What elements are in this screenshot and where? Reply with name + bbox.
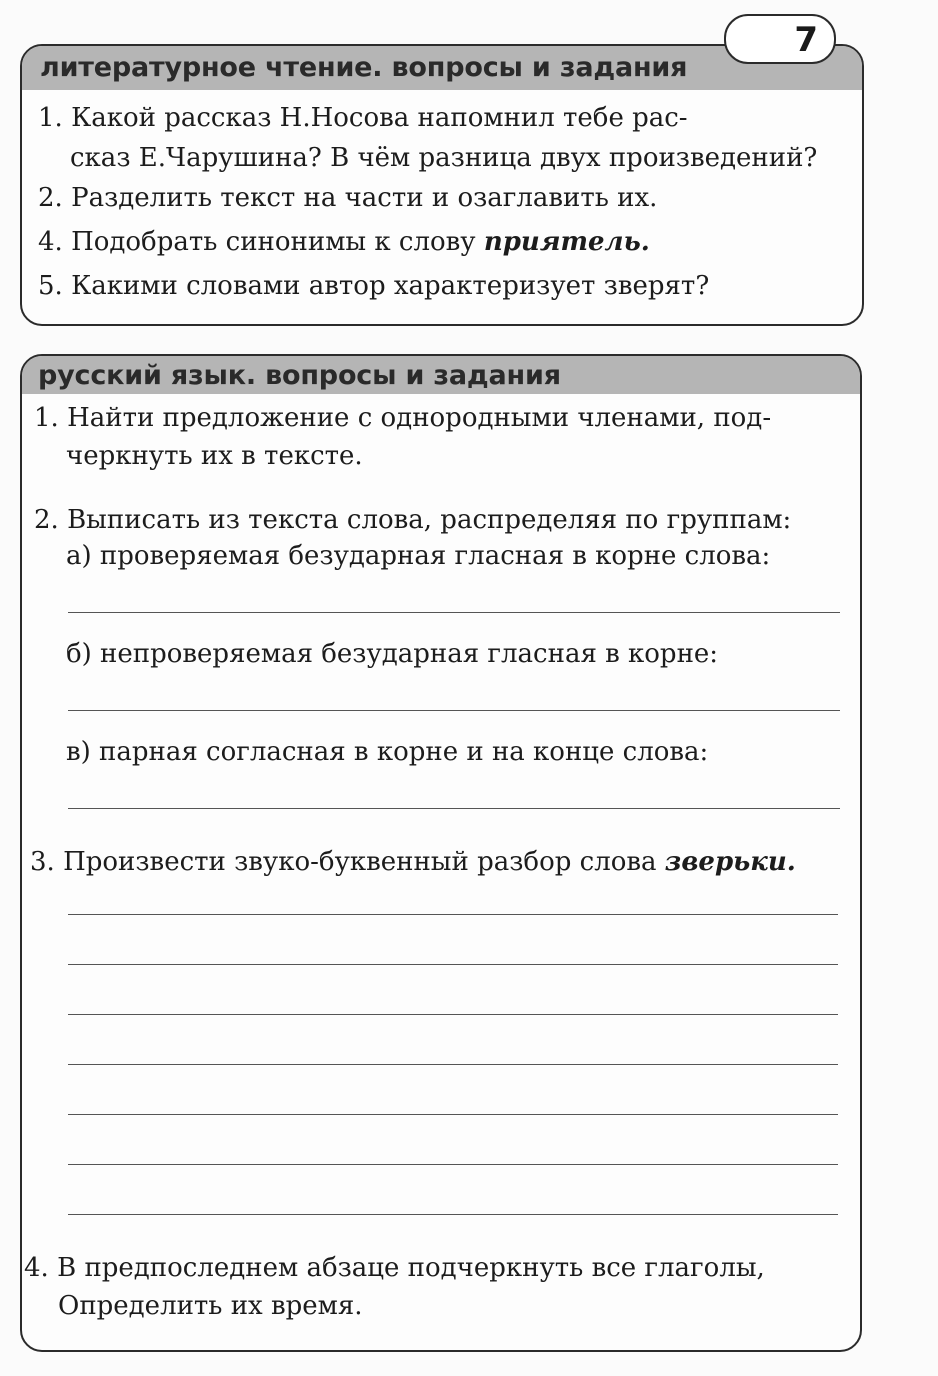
answer-line-b[interactable] — [68, 710, 840, 711]
answer-line-c[interactable] — [68, 808, 840, 809]
lit-task-2: 2. Разделить текст на части и озаглавить их. — [38, 183, 658, 213]
rus-task-1-line1: 1. Найти предложение с однородными членами, под- — [34, 403, 772, 433]
answer-line-3-1[interactable] — [68, 914, 838, 915]
literature-header: литературное чтение. вопросы и задания — [22, 46, 862, 90]
russian-header: русский язык. вопросы и задания — [22, 356, 860, 394]
lit-task-4-emphasis: приятель. — [483, 227, 650, 257]
literature-section — [20, 44, 864, 326]
answer-line-3-5[interactable] — [68, 1114, 838, 1115]
answer-line-a[interactable] — [68, 612, 840, 613]
rus-task-1-line2: черкнуть их в тексте. — [66, 441, 363, 471]
rus-task-3 — [30, 846, 796, 878]
answer-line-3-4[interactable] — [68, 1064, 838, 1065]
answer-line-3-7[interactable] — [68, 1214, 838, 1215]
lit-task-4-text: 4. Подобрать синонимы к слову — [38, 227, 484, 257]
answer-line-3-6[interactable] — [68, 1164, 838, 1165]
page-number-badge — [724, 14, 836, 64]
russian-section — [20, 354, 862, 1352]
page-number: 7 — [794, 20, 818, 60]
lit-task-4 — [38, 226, 650, 258]
answer-line-3-3[interactable] — [68, 1014, 838, 1015]
lit-task-1-line1: 1. Какой рассказ Н.Носова напомнил тебе рас- — [38, 103, 688, 133]
answer-line-3-2[interactable] — [68, 964, 838, 965]
lit-task-5: 5. Какими словами автор характеризует зверят? — [38, 271, 710, 301]
lit-task-1-line2: сказ Е.Чарушина? В чём разница двух произведений? — [70, 143, 818, 173]
rus-task-2-c: в) парная согласная в корне и на конце слова: — [66, 737, 709, 767]
rus-task-3-emphasis: зверьки. — [664, 847, 796, 877]
rus-task-2-a: а) проверяемая безударная гласная в корне слова: — [66, 541, 771, 571]
rus-task-2-line1: 2. Выписать из текста слова, распределяя по группам: — [34, 505, 792, 535]
rus-task-4-line2: Определить их время. — [58, 1291, 363, 1321]
rus-task-2-b: б) непроверяемая безударная гласная в корне: — [66, 639, 719, 669]
rus-task-3-text: 3. Произвести звуко-буквенный разбор слова — [30, 847, 665, 877]
rus-task-4-line1: 4. В предпоследнем абзаце подчеркнуть все глаголы, — [24, 1253, 765, 1283]
